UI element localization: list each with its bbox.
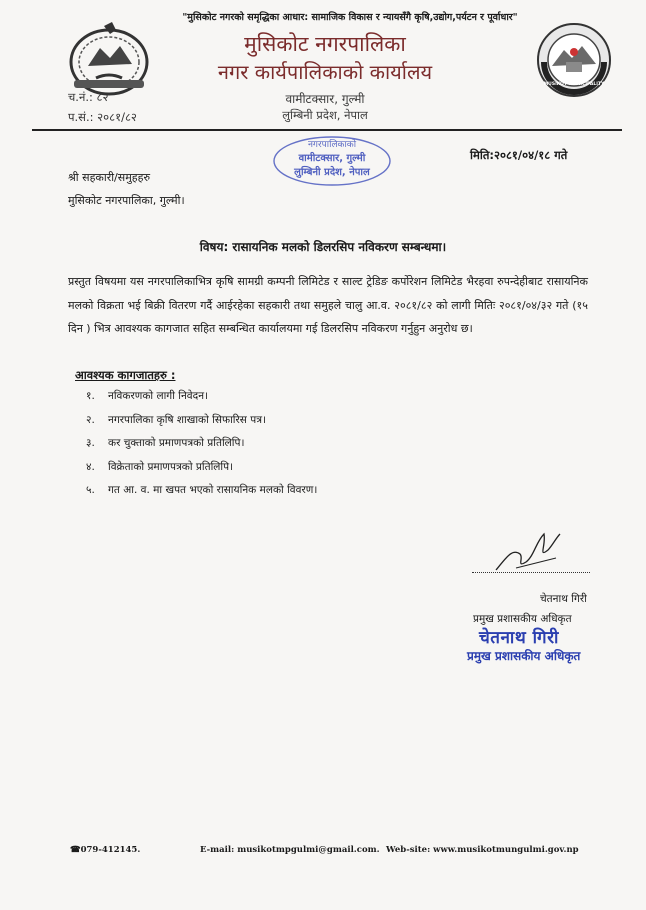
recipient-line-1: श्री सहकारी/समुहहरु bbox=[68, 171, 151, 184]
nepal-emblem-icon bbox=[66, 18, 152, 98]
documents-heading: आवश्यक कागजातहरु : bbox=[75, 368, 176, 382]
stamp-line-2: वामीटक्सार, गुल्मी bbox=[298, 153, 366, 164]
list-item: ४. विक्रेताको प्रमाणपत्रको प्रतिलिपि। bbox=[86, 460, 234, 473]
header-slogan: "मुसिकोट नगरको समृद्धिका आधार: सामाजिक विकास र न्यायसँगै कृषि,उद्योग,पर्यटन र पूर्वाधार" bbox=[182, 12, 518, 23]
signature-scribble bbox=[486, 528, 566, 578]
header-divider bbox=[32, 129, 622, 131]
municipality-seal-icon bbox=[536, 22, 612, 98]
letter-body: प्रस्तुत विषयमा यस नगरपालिकाभित्र कृषि सामग्री कम्पनी लिमिटेड र साल्ट ट्रेडिङ कर्पोरेशन लिमिटेड भैरहवा रुपन्देहीबाट रासायनिक मलको विक्रता भई बिक्री वितरण गर्दै आईरहेका सहकारी तथा समुहले चालु आ.व. २०८१/८२ को लागी मितिः २०८१/०४/३२ गते (१५ दिन ) भित्र आवश्यक कागजात सहित सम्बन्धित कार्यालयमा गई डिलरसिप नविकरण गर्नुहुन अनुरोध छ। bbox=[68, 275, 588, 335]
letter-date: मिति:२०८१/०४/१८ गते bbox=[470, 148, 568, 162]
footer-email: E-mail: musikotmpgulmi@gmail.com. bbox=[200, 845, 380, 855]
list-item: १. नविकरणको लागी निवेदन। bbox=[86, 390, 209, 402]
list-item: ३. कर चुक्ताको प्रमाणपत्रको प्रतिलिपि। bbox=[86, 437, 245, 449]
stamp-name: चेतनाथ गिरी bbox=[479, 628, 559, 648]
office-stamp bbox=[270, 135, 394, 187]
fiscal-year: प.सं.: २०८१/८२ bbox=[68, 110, 137, 124]
stamp-line-3: लुम्बिनी प्रदेश, नेपाल bbox=[294, 167, 370, 178]
phone-icon: ☎ bbox=[70, 845, 81, 855]
signatory-name: चेतनाथ गिरी bbox=[540, 593, 587, 605]
signatory-title: प्रमुख प्रशासकीय अधिकृत bbox=[473, 613, 572, 625]
seal-text: MUSIKOT MUNICIPALITY bbox=[543, 82, 605, 87]
address-line-1: वामीटक्सार, गुल्मी bbox=[285, 92, 365, 106]
list-item: २. नगरपालिका कृषि शाखाको सिफारिस पत्र। bbox=[86, 413, 266, 426]
footer-website: Web-site: www.musikotmungulmi.gov.np bbox=[386, 845, 579, 855]
recipient-line-2: मुसिकोट नगरपालिका, गुल्मी। bbox=[68, 194, 185, 207]
address-line-2: लुम्बिनी प्रदेश, नेपाल bbox=[282, 108, 368, 122]
footer-phone: ☎079-412145. bbox=[70, 845, 141, 855]
signature-line bbox=[472, 572, 590, 573]
reference-number: च.नं.: ८२ bbox=[68, 90, 109, 104]
letter-subject: विषय: रासायनिक मलको डिलरसिप नविकरण सम्बन्धमा। bbox=[199, 240, 447, 254]
list-item: ५. गत आ. व. मा खपत भएको रासायनिक मलको विवरण। bbox=[86, 484, 318, 496]
stamp-line-1: नगरपालिकाको bbox=[307, 140, 357, 150]
documents-list bbox=[86, 385, 317, 503]
stamp-title: प्रमुख प्रशासकीय अधिकृत bbox=[467, 649, 581, 663]
municipality-name: मुसिकोट नगरपालिका bbox=[244, 32, 406, 56]
office-name: नगर कार्यपालिकाको कार्यालय bbox=[217, 60, 433, 84]
